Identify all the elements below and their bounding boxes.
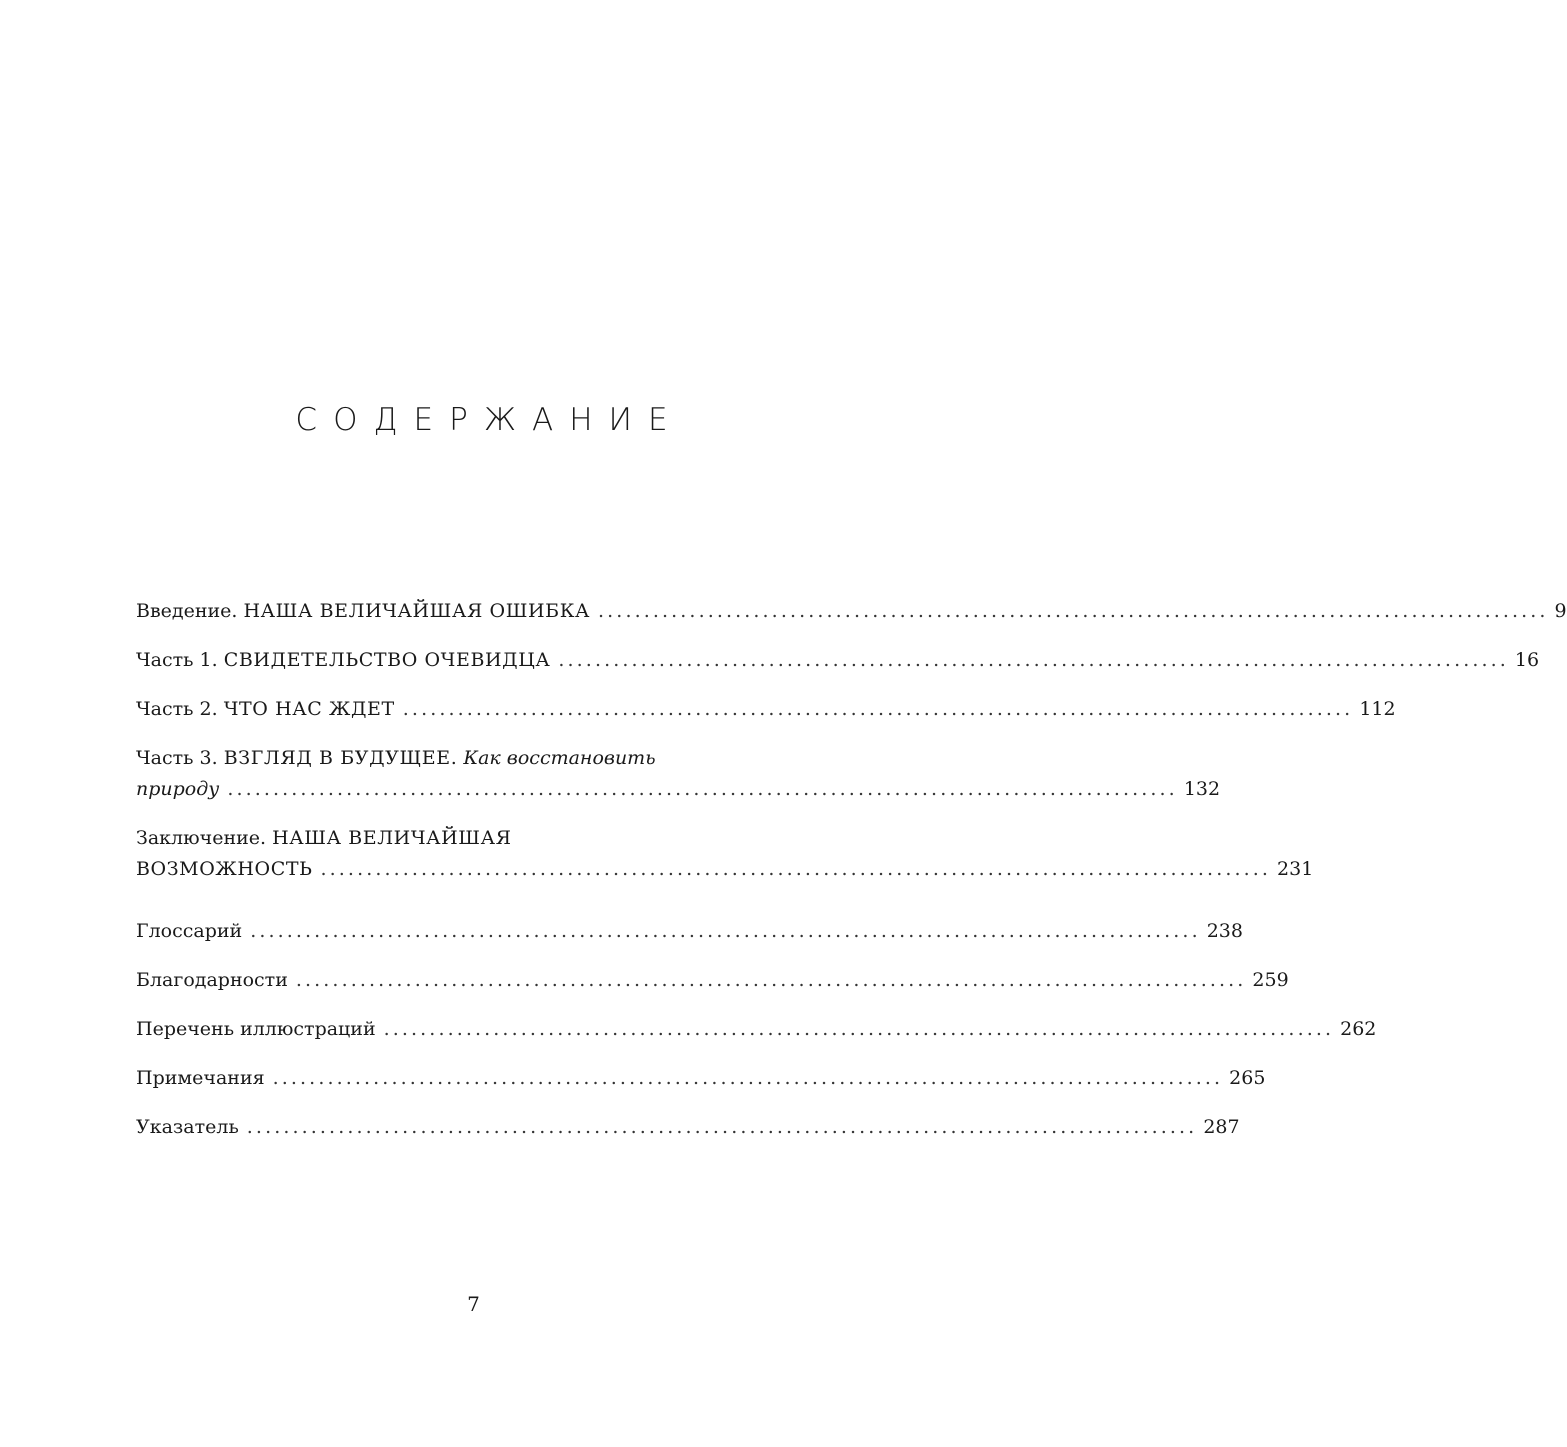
dot-leader: ........................................................................................................ (598, 600, 1549, 622)
dot-leader: ........................................................................................................ (558, 649, 1509, 671)
entry-subtitle-continued: природу (136, 778, 220, 800)
dot-leader: ........................................................................................................ (383, 1018, 1335, 1040)
table-of-contents (136, 596, 1567, 1161)
entry-title: НАША ВЕЛИЧАЙШАЯ ОШИБКА (243, 600, 591, 622)
toc-entry-notes[interactable] (136, 1063, 1266, 1094)
page-title: СОДЕРЖАНИЕ (295, 402, 684, 438)
entry-label: Заключение. (136, 827, 267, 849)
entry-title-continued: ВОЗМОЖНОСТЬ (136, 858, 313, 880)
entry-title: ВЗГЛЯД В БУДУЩЕЕ. (223, 747, 458, 769)
toc-entry-part-3[interactable] (136, 743, 1221, 805)
entry-title: ЧТО НАС ЖДЕТ (223, 698, 395, 720)
toc-entry-introduction[interactable] (136, 596, 1567, 627)
toc-entry-illustrations[interactable] (136, 1014, 1377, 1045)
page-ref: 265 (1229, 1067, 1266, 1089)
page-ref: 262 (1340, 1018, 1377, 1040)
dot-leader: ........................................................................................................ (246, 1116, 1198, 1138)
toc-entry-conclusion[interactable] (136, 823, 1314, 885)
page-ref: 287 (1203, 1116, 1240, 1138)
page-number: 7 (467, 1292, 480, 1316)
toc-entry-acknowledgements[interactable] (136, 965, 1289, 996)
dot-leader: ........................................................................................................ (227, 778, 1178, 800)
page-ref: 132 (1183, 778, 1221, 800)
entry-label: Часть 3. (136, 747, 218, 769)
page-ref: 9 (1554, 600, 1567, 622)
entry-title: НАША ВЕЛИЧАЙШАЯ (272, 827, 512, 849)
entry-title: Перечень иллюстраций (136, 1018, 376, 1040)
entry-label: Часть 2. (136, 698, 218, 720)
dot-leader: ........................................................................................................ (295, 969, 1247, 991)
page-ref: 16 (1514, 649, 1540, 671)
page-ref: 112 (1359, 698, 1396, 720)
entry-subtitle: Как восстановить (463, 747, 656, 769)
entry-label: Введение. (136, 600, 238, 622)
entry-label: Часть 1. (136, 649, 218, 671)
toc-entry-part-1[interactable] (136, 645, 1540, 676)
toc-entry-glossary[interactable] (136, 916, 1243, 947)
dot-leader: ........................................................................................................ (250, 920, 1201, 942)
page-ref: 231 (1277, 858, 1314, 880)
toc-entry-part-2[interactable] (136, 694, 1396, 725)
entry-title: Указатель (136, 1116, 239, 1138)
entry-title: Глоссарий (136, 920, 243, 942)
dot-leader: ........................................................................................................ (272, 1067, 1224, 1089)
entry-title: Примечания (136, 1067, 265, 1089)
entry-title: СВИДЕТЕЛЬСТВО ОЧЕВИДЦА (223, 649, 551, 671)
dot-leader: ........................................................................................................ (402, 698, 1354, 720)
page-ref: 238 (1206, 920, 1243, 942)
entry-title: Благодарности (136, 969, 288, 991)
toc-entry-index[interactable] (136, 1112, 1240, 1143)
dot-leader: ........................................................................................................ (320, 858, 1272, 880)
page-ref: 259 (1252, 969, 1289, 991)
